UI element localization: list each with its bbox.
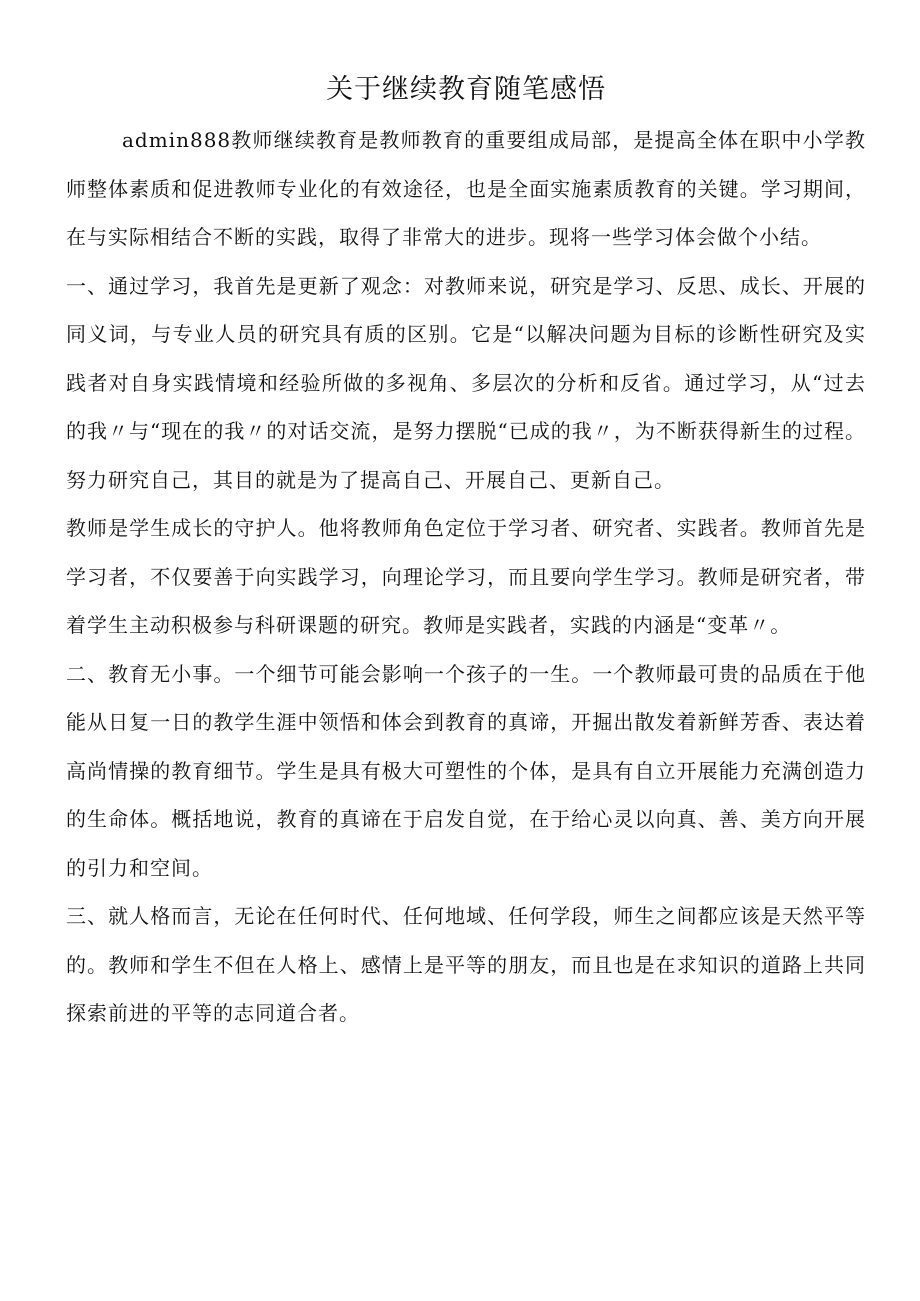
paragraph-point-one: 一、通过学习，我首先是更新了观念：对教师来说，研究是学习、反思、成长、开展的同义词，与专业人员的研究具有质的区别。它是“以解决问题为目标的诊断性研究及实践者对自身实践情境和经验所做的多视角、多层次的分析和反省。通过学习，从“过去的我〃与“现在的我〃的对话交流，是努力摆脱“已成的我〃，为不断获得新生的过程。努力研究自己，其目的就是为了提高自己、开展自己、更新自己。 (66, 273, 866, 492)
paragraph-teacher-role: 教师是学生成长的守护人。他将教师角色定位于学习者、研究者、实践者。教师首先是学习者，不仅要善于向实践学习，向理论学习，而且要向学生学习。教师是研究者，带着学生主动积极参与科研课题的研究。教师是实践者，实践的内涵是“变革〃。 (66, 516, 866, 637)
paragraph-point-three: 三、就人格而言，无论在任何时代、任何地域、任何学段，师生之间都应该是天然平等的。教师和学生不但在人格上、感情上是平等的朋友，而且也是在求知识的道路上共同探索前进的平等的志同道合者。 (66, 904, 866, 1025)
paragraph-intro: admin888教师继续教育是教师教育的重要组成局部，是提高全体在职中小学教师整体素质和促进教师专业化的有效途径，也是全面实施素质教育的关键。学习期间，在与实际相结合不断的实践，取得了非常大的进步。现将一些学习体会做个小结。 (66, 128, 866, 249)
paragraph-point-two: 二、教育无小事。一个细节可能会影响一个孩子的一生。一个教师最可贵的品质在于他能从日复一日的教学生涯中领悟和体会到教育的真谛，开掘出散发着新鲜芳香、表达着高尚情操的教育细节。学生是具有极大可塑性的个体，是具有自立开展能力充满创造力的生命体。概括地说，教育的真谛在于启发自觉，在于给心灵以向真、善、美方向开展的引力和空间。 (66, 661, 866, 880)
document-page (66, 68, 866, 1038)
document-title: 关于继续教育随笔感悟 (326, 74, 606, 105)
